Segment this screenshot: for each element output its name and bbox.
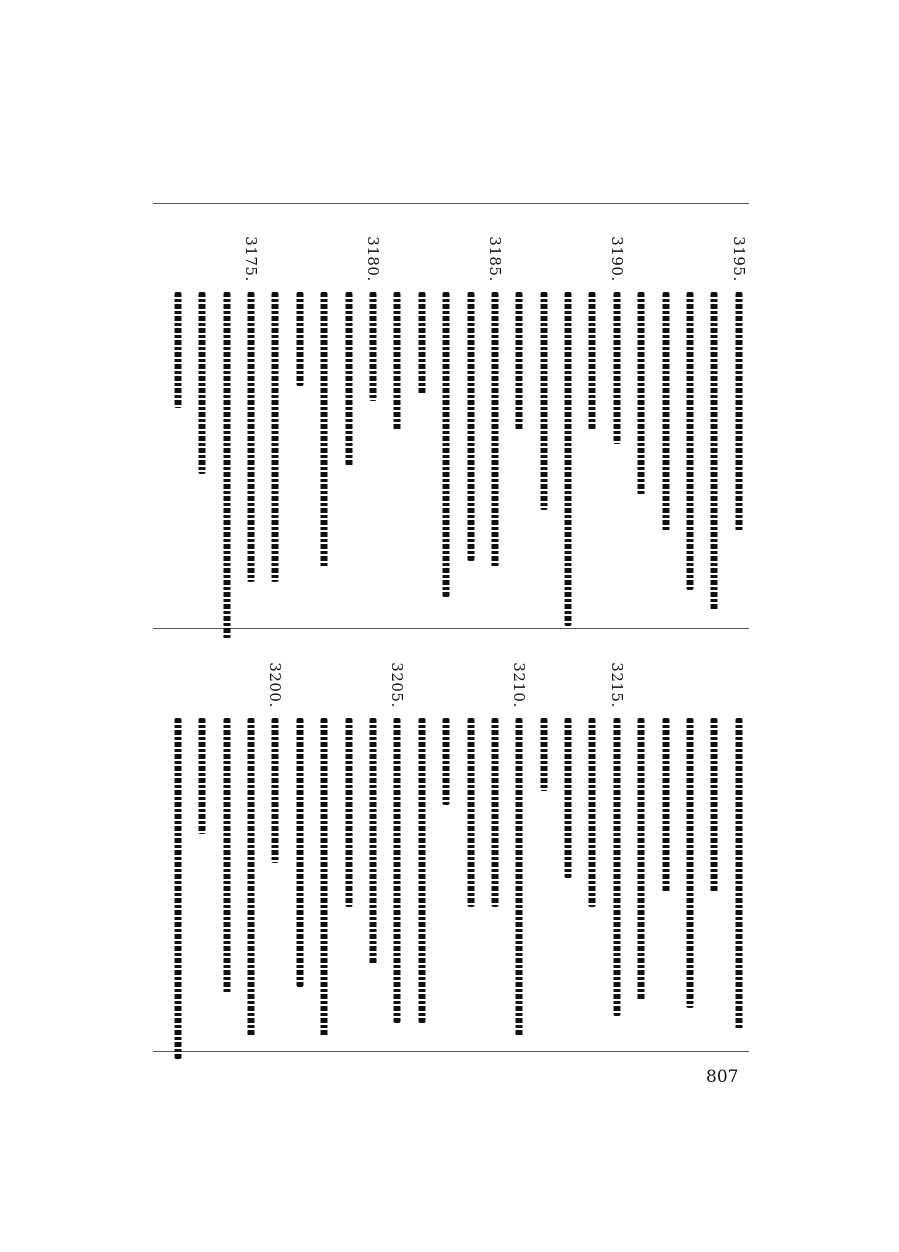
verse-line	[361, 236, 385, 606]
mongolian-script-line	[638, 292, 645, 495]
mongolian-script-line	[296, 718, 303, 987]
verse-line	[385, 662, 409, 1032]
mongolian-script-line	[540, 718, 547, 791]
mongolian-script-line	[662, 292, 669, 532]
verse-line	[190, 236, 214, 606]
verse-line	[483, 662, 507, 1032]
verse-line	[239, 662, 263, 1032]
mongolian-script-line	[345, 292, 352, 466]
mongolian-script-line	[443, 292, 450, 597]
verse-line	[483, 236, 507, 606]
top-rule	[153, 203, 749, 204]
mongolian-script-line	[565, 718, 572, 878]
line-number: 3185.	[485, 236, 504, 282]
mongolian-script-line	[687, 292, 694, 590]
verse-line	[336, 662, 360, 1032]
mongolian-script-line	[345, 718, 352, 907]
verse-line	[605, 662, 629, 1032]
verse-line	[214, 236, 238, 606]
verse-block-top	[166, 236, 751, 606]
verse-line	[702, 236, 726, 606]
mongolian-script-line	[394, 292, 401, 430]
verse-line	[653, 662, 677, 1032]
verse-line	[239, 236, 263, 606]
verse-line	[605, 236, 629, 606]
mongolian-script-line	[223, 718, 230, 994]
mongolian-script-line	[272, 292, 279, 582]
verse-line	[263, 236, 287, 606]
verse-line	[434, 236, 458, 606]
mongolian-script-line	[418, 292, 425, 394]
verse-line	[288, 236, 312, 606]
mongolian-script-line	[321, 718, 328, 1037]
mongolian-script-line	[589, 718, 596, 907]
mongolian-script-line	[467, 718, 474, 907]
page-number: 807	[706, 1067, 739, 1087]
verse-line	[410, 662, 434, 1032]
mongolian-script-line	[174, 718, 181, 1059]
line-number: 3180.	[363, 236, 382, 282]
verse-line	[312, 236, 336, 606]
verse-line	[410, 236, 434, 606]
bottom-rule	[153, 1051, 749, 1052]
mongolian-script-line	[613, 292, 620, 444]
line-number: 3190.	[607, 236, 626, 282]
mongolian-script-line	[687, 718, 694, 1008]
mongolian-script-line	[247, 718, 254, 1037]
mongolian-script-line	[223, 292, 230, 640]
mongolian-script-line	[516, 292, 523, 430]
mongolian-script-line	[589, 292, 596, 430]
verse-line	[458, 662, 482, 1032]
verse-line	[434, 662, 458, 1032]
mongolian-script-line	[199, 718, 206, 834]
verse-line	[653, 236, 677, 606]
mongolian-script-line	[491, 718, 498, 907]
mongolian-script-line	[443, 718, 450, 805]
verse-block-bottom	[166, 662, 751, 1032]
line-number: 3175.	[241, 236, 260, 282]
verse-line	[288, 662, 312, 1032]
mongolian-script-line	[369, 718, 376, 965]
verse-line	[580, 662, 604, 1032]
verse-line	[556, 662, 580, 1032]
verse-line	[727, 662, 751, 1032]
mongolian-script-line	[735, 292, 742, 532]
mongolian-script-line	[662, 718, 669, 892]
mongolian-script-line	[394, 718, 401, 1023]
line-number: 3205.	[388, 662, 407, 708]
line-number: 3195.	[729, 236, 748, 282]
mongolian-script-line	[711, 718, 718, 892]
verse-line	[312, 662, 336, 1032]
mongolian-script-line	[735, 718, 742, 1030]
mongolian-script-line	[199, 292, 206, 474]
mongolian-script-line	[174, 292, 181, 408]
verse-line	[531, 236, 555, 606]
verse-line	[166, 662, 190, 1032]
verse-line	[678, 236, 702, 606]
line-number: 3215.	[607, 662, 626, 708]
mongolian-script-line	[272, 718, 279, 863]
verse-line	[507, 662, 531, 1032]
verse-line	[263, 662, 287, 1032]
mongolian-script-line	[516, 718, 523, 1037]
verse-line	[361, 662, 385, 1032]
verse-line	[678, 662, 702, 1032]
line-number: 3210.	[510, 662, 529, 708]
verse-line	[385, 236, 409, 606]
mongolian-script-line	[247, 292, 254, 582]
verse-line	[580, 236, 604, 606]
mongolian-script-line	[321, 292, 328, 568]
mongolian-script-line	[540, 292, 547, 510]
verse-line	[458, 236, 482, 606]
verse-line	[166, 236, 190, 606]
mongolian-script-line	[418, 718, 425, 1023]
middle-rule	[153, 628, 749, 629]
mongolian-script-line	[565, 292, 572, 626]
verse-line	[190, 662, 214, 1032]
mongolian-script-line	[467, 292, 474, 561]
verse-line	[531, 662, 555, 1032]
verse-line	[629, 662, 653, 1032]
mongolian-script-line	[711, 292, 718, 611]
mongolian-script-line	[638, 718, 645, 1001]
verse-line	[629, 236, 653, 606]
line-number: 3200.	[266, 662, 285, 708]
mongolian-script-line	[296, 292, 303, 386]
verse-line	[702, 662, 726, 1032]
verse-line	[507, 236, 531, 606]
mongolian-script-line	[613, 718, 620, 1016]
verse-line	[556, 236, 580, 606]
verse-line	[336, 236, 360, 606]
mongolian-script-line	[369, 292, 376, 401]
verse-line	[727, 236, 751, 606]
verse-line	[214, 662, 238, 1032]
mongolian-script-line	[491, 292, 498, 568]
